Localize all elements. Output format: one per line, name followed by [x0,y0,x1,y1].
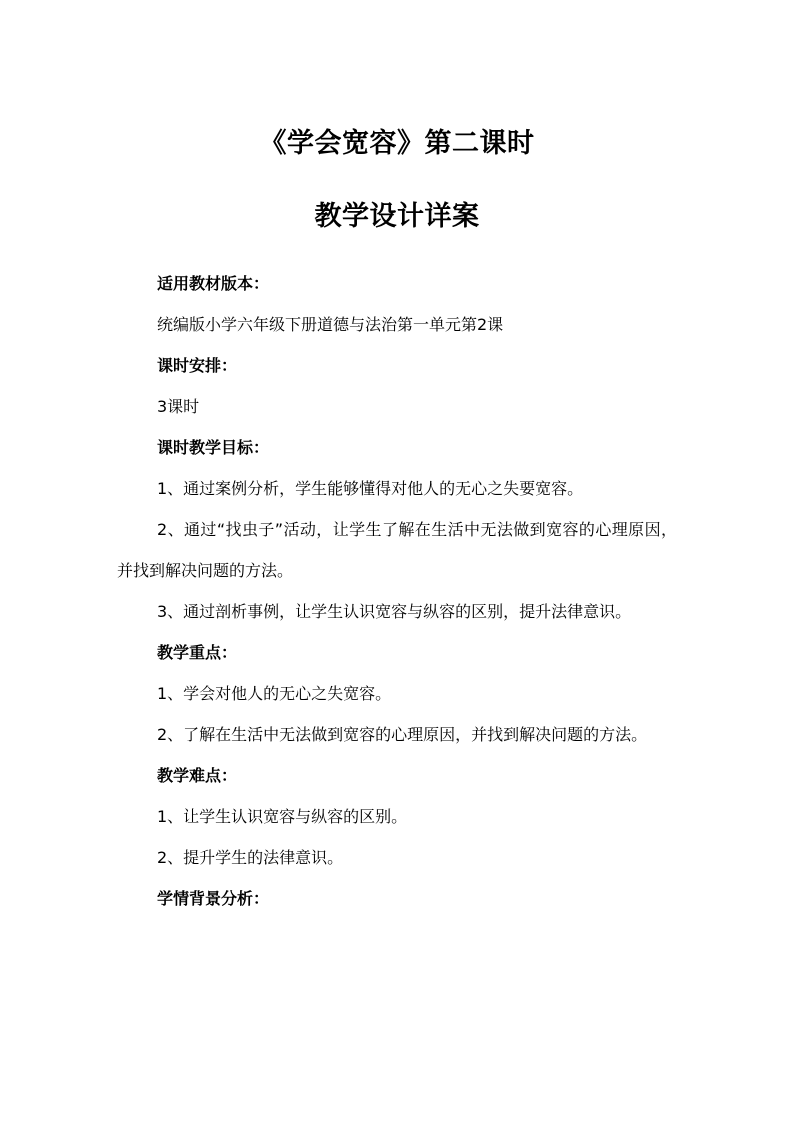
section-heading-lesson-arrangement: 课时安排： [157,356,238,375]
paragraph-key-point-2: 2、了解在生活中无法做到宽容的心理原因，并找到解决问题的方法。 [157,725,648,744]
paragraph-key-point-1: 1、学会对他人的无心之失宽容。 [157,684,392,703]
section-heading-textbook-version: 适用教材版本： [157,274,270,293]
section-heading-key-points: 教学重点： [157,643,238,662]
document-body [117,263,677,919]
section-heading-difficulties: 教学难点： [157,766,238,785]
paragraph-difficulty-2: 2、提升学生的法律意识。 [157,848,344,867]
document-title: 《学会宽容》第二课时 [259,128,535,159]
section-heading-student-background: 学情背景分析： [157,889,270,908]
paragraph-difficulty-1: 1、让学生认识宽容与纵容的区别。 [157,807,408,826]
paragraph-lesson-arrangement: 3课时 [157,397,200,416]
document-subtitle: 教学设计详案 [314,201,480,232]
paragraph-goal-2: 2、通过“找虫子”活动，让学生了解在生活中无法做到宽容的心理原因，并找到解决问题的方法。 [117,520,677,580]
paragraph-textbook-version: 统编版小学六年级下册道德与法治第一单元第2课 [157,315,504,334]
paragraph-goal-1: 1、通过案例分析，学生能够懂得对他人的无心之失要宽容。 [157,479,584,498]
section-heading-teaching-goals: 课时教学目标： [157,438,270,457]
paragraph-goal-3: 3、通过剖析事例，让学生认识宽容与纵容的区别，提升法律意识。 [157,602,632,621]
